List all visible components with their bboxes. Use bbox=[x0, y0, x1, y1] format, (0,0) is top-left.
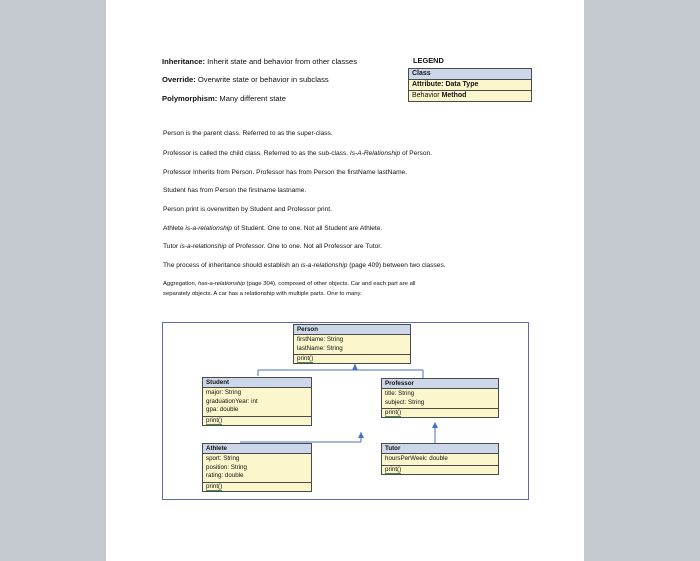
italic-segment: is-a-relationship bbox=[185, 225, 232, 232]
attribute: gpa: double bbox=[206, 406, 239, 414]
class-athlete bbox=[202, 443, 312, 492]
arrowhead-professor bbox=[432, 422, 438, 428]
attribute: major: String bbox=[206, 389, 242, 396]
class-method bbox=[203, 417, 311, 425]
attribute: hoursPerWeek: double bbox=[385, 455, 448, 462]
text-segment: Professor is called the child class. Referred to as the sub-class. bbox=[163, 150, 350, 157]
legend-behavior bbox=[409, 91, 531, 101]
paragraph-8 bbox=[163, 262, 446, 269]
class-person bbox=[293, 324, 411, 364]
legend-attribute bbox=[409, 80, 531, 91]
method-name: print() bbox=[206, 482, 223, 490]
class-student bbox=[202, 377, 312, 426]
class-attributes bbox=[203, 454, 311, 483]
class-method bbox=[382, 466, 498, 474]
italic-segment: is-a-relationship bbox=[300, 262, 348, 269]
paragraph-2 bbox=[163, 150, 432, 157]
class-attributes bbox=[382, 454, 498, 466]
method-name: print() bbox=[297, 355, 314, 363]
class-attributes bbox=[382, 389, 498, 409]
arrowhead-student bbox=[358, 432, 364, 438]
class-method bbox=[382, 409, 498, 417]
class-attributes bbox=[294, 335, 410, 355]
legend-box bbox=[408, 68, 532, 102]
definition-polymorphism bbox=[162, 94, 286, 103]
definition-override bbox=[162, 75, 329, 84]
class-attributes bbox=[203, 388, 311, 417]
definition-text: Inherit state and behavior from other classes bbox=[205, 57, 357, 66]
paragraph-4: Student has from Person the firstname lastname. bbox=[163, 187, 307, 194]
class-name: Professor bbox=[382, 379, 498, 389]
paragraph-5: Person print is overwritten by Student and Professor print. bbox=[163, 206, 332, 213]
text-segment: of Person. bbox=[400, 150, 433, 157]
paragraph-9 bbox=[163, 279, 415, 299]
legend bbox=[408, 56, 532, 102]
paragraph-9-line-2: separately objects. A car has a relationship with multiple parts. One to many. bbox=[163, 291, 362, 297]
text-segment: Aggregation, bbox=[163, 281, 199, 287]
italic-segment: Is-A-Relationship bbox=[349, 150, 401, 157]
document-page bbox=[106, 0, 584, 561]
class-tutor bbox=[381, 443, 499, 475]
method-name: print() bbox=[385, 465, 402, 473]
legend-attribute-label: Attribute: Data Type bbox=[412, 81, 479, 88]
paragraph-3: Professor Inherits from Person. Professor has from Person the firstName lastName. bbox=[163, 169, 408, 176]
definition-text: Many different state bbox=[217, 94, 286, 103]
text-segment: (page 409) between two classes. bbox=[347, 262, 446, 269]
class-name: Student bbox=[203, 378, 311, 388]
term-override: Override: bbox=[162, 75, 196, 84]
class-professor bbox=[381, 378, 499, 418]
term-inheritance: Inheritance: bbox=[162, 57, 206, 66]
paragraph-7 bbox=[163, 243, 382, 250]
paragraph-1: Person is the parent class. Referred to as the super-class. bbox=[163, 130, 333, 137]
text-segment: of Professor. One to one. Not all Professor are Tutor. bbox=[226, 243, 382, 250]
attribute: graduationYear: int bbox=[206, 397, 258, 405]
uml-class-diagram bbox=[162, 322, 529, 500]
attribute: title: String bbox=[385, 390, 415, 397]
legend-behavior-prefix: Behavior bbox=[412, 92, 442, 99]
definition-inheritance bbox=[162, 57, 357, 66]
term-polymorphism: Polymorphism: bbox=[162, 94, 218, 103]
italic-segment: has-a-relationship bbox=[198, 281, 245, 287]
legend-class: Class bbox=[409, 69, 531, 80]
class-name: Person bbox=[294, 325, 410, 335]
text-segment: (page 304), composed of other objects. Car and each part are all bbox=[244, 281, 416, 287]
italic-segment: is-a-relationship bbox=[179, 243, 227, 250]
attribute: rating: double bbox=[206, 472, 244, 480]
attribute: position: String bbox=[206, 463, 247, 471]
text-segment: The process of inheritance should establish an bbox=[163, 262, 301, 269]
attribute: subject: String bbox=[385, 398, 425, 406]
class-name: Athlete bbox=[203, 444, 311, 454]
definition-text: Overwrite state or behavior in subclass bbox=[195, 75, 329, 84]
text-segment: Tutor bbox=[163, 243, 180, 250]
method-name: print() bbox=[206, 416, 223, 424]
attribute: firstName: String bbox=[297, 336, 344, 343]
paragraph-6 bbox=[163, 225, 382, 232]
legend-title: LEGEND bbox=[413, 56, 444, 65]
class-method bbox=[294, 355, 410, 363]
attribute: lastName: String bbox=[297, 344, 343, 352]
class-method bbox=[203, 483, 311, 491]
attribute: sport: String bbox=[206, 455, 240, 462]
class-name: Tutor bbox=[382, 444, 498, 454]
arrowhead-person bbox=[352, 364, 358, 370]
method-name: print() bbox=[385, 409, 402, 417]
legend-behavior-method: Method bbox=[441, 92, 467, 99]
text-segment: Athlete bbox=[163, 225, 186, 232]
text-segment: of Student. One to one. Not all Student are Athlete. bbox=[231, 225, 383, 232]
paragraph-9-line-1 bbox=[163, 279, 415, 289]
